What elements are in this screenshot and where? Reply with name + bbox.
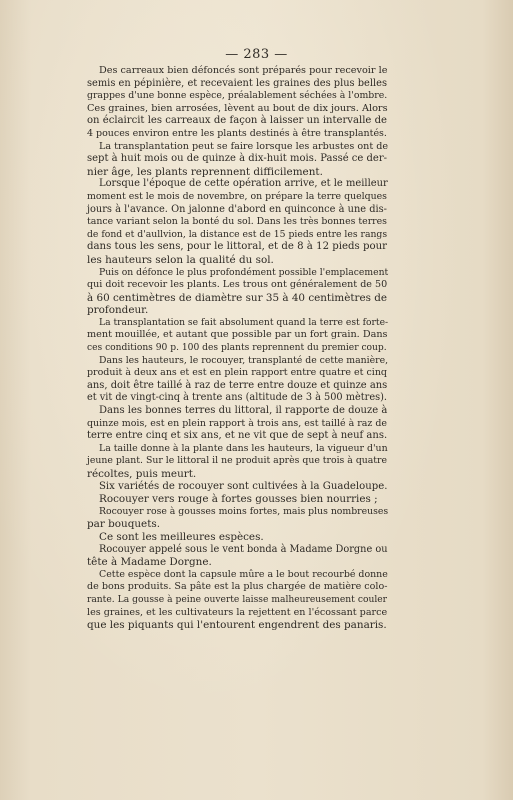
text-line: Dans les bonnes terres du littoral, il rapporte de douze à	[99, 405, 388, 417]
paragraph	[87, 443, 387, 481]
text-line: La transplantation se fait absolument quand la terre est forte-	[99, 316, 389, 328]
text-line: récoltes, puis meurt.	[87, 468, 197, 480]
paragraph	[87, 65, 387, 141]
paragraph	[87, 267, 387, 317]
page-body-text	[87, 65, 387, 632]
text-line: Six variétés de rocouyer sont cultivées à la Guadeloupe.	[99, 480, 388, 492]
text-line: Dans les hauteurs, le rocouyer, transplanté de cette manière,	[99, 354, 389, 366]
paragraph	[87, 317, 387, 355]
paragraph	[87, 405, 387, 443]
text-line: Ce sont les meilleures espèces.	[99, 530, 264, 543]
text-line: jeune plant. Sur le littoral il ne produit après que trois à quatre	[87, 455, 387, 467]
text-line: nier âge, les plants reprennent difficilement.	[87, 165, 323, 178]
text-line: terre entre cinq et six ans, et ne vit que de sept à neuf ans.	[87, 430, 388, 442]
text-line: Rocouyer appelé sous le vent bonda à Madame Dorgne ou	[99, 543, 388, 555]
text-line: La taille donne à la plante dans les hauteurs, la vigueur d'un	[99, 442, 388, 454]
text-line: Rocouyer vers rouge à fortes gousses bien nourries ;	[99, 493, 378, 506]
text-line: tête à Madame Dorgne.	[87, 556, 212, 569]
text-line: profondeur.	[87, 304, 149, 317]
text-line: Rocouyer rose à gousses moins fortes, mais plus nombreuses	[99, 505, 389, 517]
text-line: que les piquants qui l'entourent engendrent des panaris.	[87, 619, 387, 632]
text-line: jours à l'avance. On jalonne d'abord en quinconce à une dis-	[87, 203, 387, 215]
text-line: ces conditions 90 p. 100 des plants reprennent du premier coup.	[87, 343, 387, 354]
text-line: Cette espèce dont la capsule mûre a le bout recourbé donne	[99, 568, 388, 580]
paragraph	[87, 569, 387, 632]
text-line: ment mouillée, et autant que possible par un fort grain. Dans	[87, 329, 388, 341]
paragraph	[87, 531, 387, 544]
text-line: 4 pouces environ entre les plants destinés à être transplantés.	[87, 127, 387, 139]
text-line: Lorsque l'époque de cette opération arrive, et le meilleur	[99, 178, 388, 190]
paragraph	[87, 178, 387, 266]
text-line: de fond et d'aullvion, la distance est de 15 pieds entre les rangs	[87, 228, 388, 240]
text-line: les hauteurs selon la qualité du sol.	[87, 253, 274, 266]
text-line: La transplantation peut se faire lorsque les arbustes ont de	[99, 140, 389, 152]
text-line: sept à huit mois ou de quinze à dix-huit mois. Passé ce der-	[87, 153, 387, 165]
text-line: quinze mois, est en plein rapport à trois ans, est taillé à raz de	[87, 417, 387, 429]
text-line: rante. La gousse à peine ouverte laisse malheureusement couler	[87, 594, 387, 605]
paragraph	[87, 493, 387, 506]
paragraph	[87, 544, 387, 569]
text-line: Ces graines, bien arrosées, lèvent au bout de dix jours. Alors	[87, 102, 388, 114]
text-line: Des carreaux bien défoncés sont préparés pour recevoir le	[99, 65, 388, 76]
text-line: moment est le mois de novembre, on prépare la terre quelques	[87, 190, 387, 202]
paragraph	[87, 141, 387, 179]
text-line: Puis on défonce le plus profondément possible l'emplacement	[99, 266, 389, 278]
text-line: on éclaircit les carreaux de façon à laisser un intervalle de	[87, 115, 387, 127]
text-line: dans tous les sens, pour le littoral, et de 8 à 12 pieds pour	[87, 241, 387, 253]
text-line: tance variant selon la bonté du sol. Dans les très bonnes terres	[87, 216, 387, 228]
text-line: les graines, et les cultivateurs la rejettent en l'écossant parce	[87, 606, 388, 618]
text-line: à 60 centimètres de diamètre sur 35 à 40 centimètres de	[87, 291, 387, 304]
paragraph	[87, 481, 387, 494]
text-line: par bouquets.	[87, 518, 161, 531]
page-number: — 283 —	[225, 47, 288, 62]
text-line: ans, doit être taillé à raz de terre entre douze et quinze ans	[87, 379, 388, 391]
paragraph	[87, 355, 387, 405]
text-line: et vit de vingt-cinq à trente ans (altitude de 3 à 500 mètres).	[87, 392, 388, 404]
text-line: semis en pépinière, et recevaient les graines des plus belles	[87, 77, 387, 89]
paragraph	[87, 506, 387, 531]
text-line: grappes d'une bonne espèce, préalablement séchées à l'ombre.	[87, 90, 388, 102]
text-line: produit à deux ans et est en plein rapport entre quatre et cinq	[87, 367, 387, 379]
text-line: qui doit recevoir les plants. Les trous ont généralement de 50	[87, 279, 388, 291]
text-line: de bons produits. Sa pâte est la plus chargée de matière colo-	[87, 581, 388, 593]
